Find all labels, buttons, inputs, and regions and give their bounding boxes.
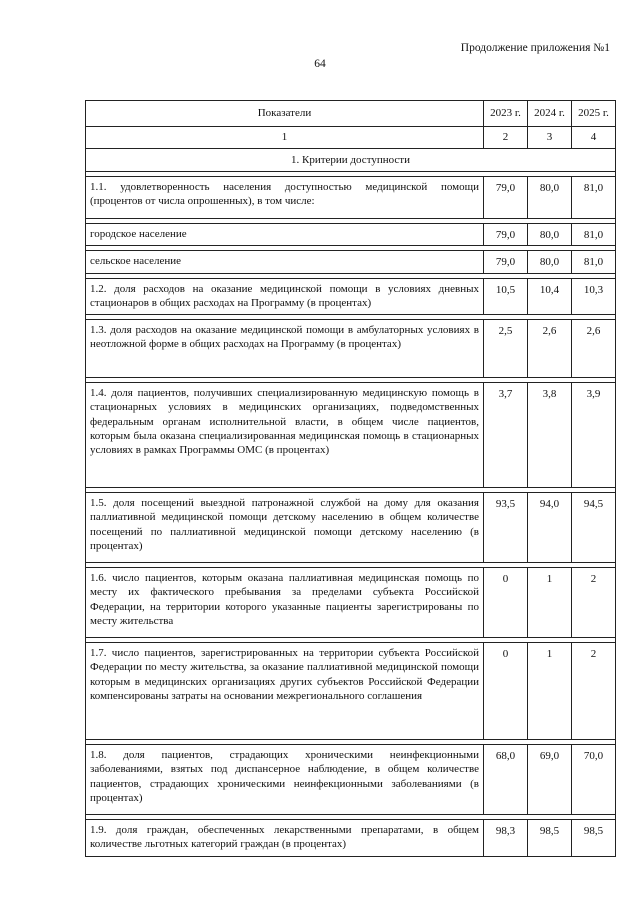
column-number: 4	[572, 127, 616, 149]
value-2025: 81,0	[572, 224, 616, 246]
column-header-2024: 2024 г.	[528, 101, 572, 127]
indicator-name: 1.2. доля расходов на оказание медицинской помощи в условиях дневных стационаров в общих расходах на Программу (в процентах)	[86, 278, 484, 315]
value-2024: 80,0	[528, 177, 572, 219]
table-header-row	[86, 101, 616, 127]
table-row	[86, 643, 616, 740]
section-title: 1. Критерии доступности	[86, 149, 616, 172]
indicator-name: 1.3. доля расходов на оказание медицинской помощи в амбулаторных условиях в неотложной форме в общих расходах на Программу (в процентах)	[86, 320, 484, 378]
value-2025: 94,5	[572, 493, 616, 563]
value-2024: 1	[528, 568, 572, 638]
table-row	[86, 493, 616, 563]
indicator-name: 1.6. число пациентов, которым оказана паллиативная медицинская помощь по месту их фактического пребывания за пределами субъекта Российской Федерации, на территории которого указанные пациенты зарегистрированы по месту жительства	[86, 568, 484, 638]
value-2024: 69,0	[528, 745, 572, 815]
table-row	[86, 177, 616, 219]
page-number: 64	[314, 58, 326, 70]
value-2024: 1	[528, 643, 572, 740]
column-number: 2	[484, 127, 528, 149]
table-row	[86, 224, 616, 246]
value-2023: 2,5	[484, 320, 528, 378]
indicator-name: сельское население	[86, 251, 484, 273]
value-2025: 2	[572, 568, 616, 638]
indicator-name: 1.8. доля пациентов, страдающих хроническими неинфекционными заболеваниями, взятых под диспансерное наблюдение, в общем количестве пациентов, страдающих хроническими неинфекционными заболеваниями (в процентах)	[86, 745, 484, 815]
section-row	[86, 149, 616, 172]
indicator-name: 1.1. удовлетворенность населения доступностью медицинской помощи (процентов от числа опрошенных), в том числе:	[86, 177, 484, 219]
value-2025: 70,0	[572, 745, 616, 815]
value-2024: 94,0	[528, 493, 572, 563]
table-row	[86, 320, 616, 378]
table-row	[86, 251, 616, 273]
indicator-name: 1.4. доля пациентов, получивших специализированную медицинскую помощь в стационарных условиях в медицинских организациях, подведомственных федеральным органам исполнительной власти, в общем числе пациентов, которым была оказана специализированная медицинская помощь в стационарных условиях в рамках Программы ОМС (в процентах)	[86, 383, 484, 488]
table-row	[86, 568, 616, 638]
value-2023: 79,0	[484, 251, 528, 273]
table-body	[86, 149, 616, 857]
value-2023: 68,0	[484, 745, 528, 815]
value-2023: 0	[484, 643, 528, 740]
column-number-row	[86, 127, 616, 149]
value-2025: 98,5	[572, 820, 616, 857]
column-header-2025: 2025 г.	[572, 101, 616, 127]
value-2023: 3,7	[484, 383, 528, 488]
value-2025: 10,3	[572, 278, 616, 315]
indicators-table-container	[85, 100, 616, 857]
value-2024: 80,0	[528, 224, 572, 246]
value-2023: 10,5	[484, 278, 528, 315]
column-header-2023: 2023 г.	[484, 101, 528, 127]
column-number: 1	[86, 127, 484, 149]
value-2025: 2	[572, 643, 616, 740]
indicator-name: 1.7. число пациентов, зарегистрированных на территории субъекта Российской Федерации по месту жительства, за оказание паллиативной медицинской помощи которым в медицинских организациях других субъектов Российской Федерации компенсированы затраты на основании межрегионального соглашения	[86, 643, 484, 740]
value-2025: 81,0	[572, 251, 616, 273]
table-row	[86, 745, 616, 815]
indicator-name: 1.9. доля граждан, обеспеченных лекарственными препаратами, в общем количестве льготных категорий граждан (в процентах)	[86, 820, 484, 857]
value-2025: 2,6	[572, 320, 616, 378]
value-2024: 80,0	[528, 251, 572, 273]
column-header-indicator: Показатели	[86, 101, 484, 127]
value-2023: 0	[484, 568, 528, 638]
table-row	[86, 383, 616, 488]
value-2025: 3,9	[572, 383, 616, 488]
indicator-name: 1.5. доля посещений выездной патронажной службой на дому для оказания паллиативной медицинской помощи детскому населению в общем количестве посещений по паллиативной медицинской помощи детскому населению (в процентах)	[86, 493, 484, 563]
table-row	[86, 820, 616, 857]
column-number: 3	[528, 127, 572, 149]
indicators-table	[85, 100, 616, 857]
value-2023: 93,5	[484, 493, 528, 563]
appendix-note: Продолжение приложения №1	[460, 42, 610, 54]
value-2023: 79,0	[484, 224, 528, 246]
value-2024: 98,5	[528, 820, 572, 857]
value-2024: 2,6	[528, 320, 572, 378]
value-2023: 79,0	[484, 177, 528, 219]
value-2025: 81,0	[572, 177, 616, 219]
value-2023: 98,3	[484, 820, 528, 857]
value-2024: 3,8	[528, 383, 572, 488]
indicator-name: городское население	[86, 224, 484, 246]
table-row	[86, 278, 616, 315]
value-2024: 10,4	[528, 278, 572, 315]
